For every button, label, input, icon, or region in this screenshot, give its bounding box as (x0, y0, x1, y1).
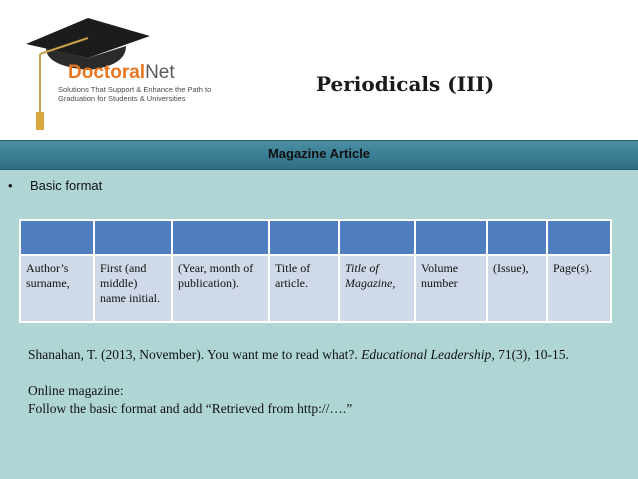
table-header-cell (172, 220, 269, 255)
doctoralnet-logo (18, 14, 218, 134)
logo-wordmark: DoctoralNet (68, 62, 175, 83)
table-header-cell (339, 220, 415, 255)
table-cell-magazine-title: Title of Magazine, (339, 255, 415, 322)
example-citation: Shanahan, T. (2013, November). You want me to read what?. Educational Leadership, 71(3), 10-15. (28, 347, 569, 362)
table-cell-article-title: Title of article. (269, 255, 339, 322)
table-header-cell (547, 220, 611, 255)
table-row (20, 255, 611, 322)
slide-title: Periodicals (III) (316, 72, 495, 96)
table-cell-publication-date: (Year, month of publication). (172, 255, 269, 322)
table-cell-pages: Page(s). (547, 255, 611, 322)
table-header-cell (94, 220, 172, 255)
bullet-item (8, 178, 102, 193)
bullet-symbol: • (8, 178, 13, 193)
table-cell-name-initial: First (and middle) name initial. (94, 255, 172, 322)
online-heading: Online magazine: (28, 383, 124, 398)
online-instruction: Follow the basic format and add “Retrieved from http://….” (28, 401, 353, 416)
table-cell-volume: Volume number (415, 255, 487, 322)
table-header-cell (20, 220, 94, 255)
table-header-row (20, 220, 611, 255)
slide-header (0, 0, 638, 140)
slide-subtitle: Magazine Article (267, 146, 371, 161)
format-table (19, 219, 612, 323)
table-cell-issue: (Issue), (487, 255, 547, 322)
example-citation-block (28, 346, 628, 418)
table-header-cell (269, 220, 339, 255)
table-cell-author-surname: Author’s surname, (20, 255, 94, 322)
slide-content (0, 170, 638, 479)
logo-tagline: Solutions That Support & Enhance the Path to Graduation for Students & Universities (58, 85, 212, 103)
subtitle-band (0, 140, 638, 170)
table-header-cell (487, 220, 547, 255)
bullet-text: Basic format (30, 178, 103, 193)
table-header-cell (415, 220, 487, 255)
